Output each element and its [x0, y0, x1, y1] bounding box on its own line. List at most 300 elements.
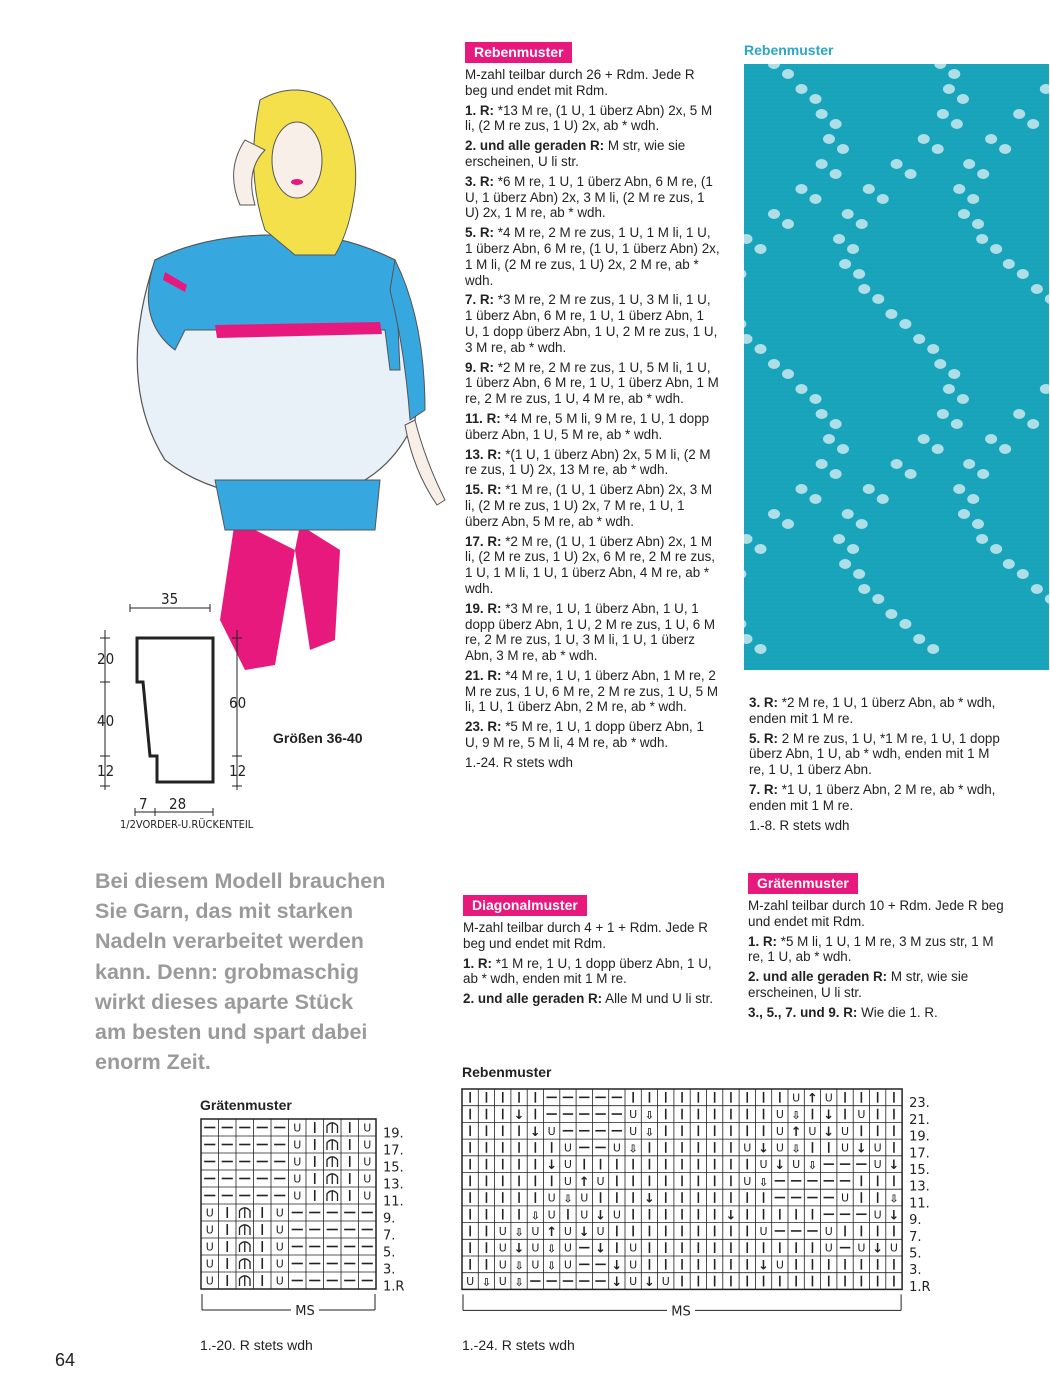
instruction-row: 7. R: *3 M re, 2 M re zus, 1 U, 3 M li, 1 U, 1 überz Abn, 6 M re, 1 U, 1 überz Abn, 1 U, 1 dopp überz Abn, 1 U, 2 M re zus, 1 U, 3 M re, ab * wdh. — [465, 292, 718, 355]
lace-hole — [796, 484, 808, 494]
symbol-yarnover: U — [563, 1141, 572, 1155]
row-number-label: 5. — [909, 1246, 922, 1262]
row-number-label: 13. — [909, 1179, 930, 1195]
symbol-yarnover: U — [629, 1124, 638, 1138]
lace-hole — [972, 519, 984, 529]
lace-hole — [755, 544, 767, 554]
row-number-label: 9. — [383, 1211, 396, 1227]
instruction-row: 23. R: *5 M re, 1 U, 1 dopp überz Abn, 1 U, 9 M re, 5 M li, 4 M re, ab * wdh. — [465, 719, 704, 751]
knit-sample-photo — [744, 64, 1049, 670]
lace-hole — [967, 194, 979, 204]
symbol-yarnover: U — [889, 1241, 898, 1255]
symbol-yarnover: U — [275, 1240, 284, 1254]
row-number-label: 13. — [383, 1177, 404, 1193]
lace-hole — [1031, 284, 1043, 294]
symbol-yarnover: U — [205, 1257, 214, 1271]
symbol-yarnover: U — [563, 1241, 572, 1255]
dim-bottom-a: 7 — [139, 795, 148, 813]
symbol-yarnover: U — [547, 1208, 556, 1222]
lace-hole — [833, 534, 845, 544]
symbol-dec: ↓ — [888, 1208, 900, 1224]
lace-hole — [1027, 119, 1039, 129]
symbol-yarnover: U — [498, 1275, 507, 1289]
lace-hole — [932, 144, 944, 154]
lace-hole — [833, 234, 845, 244]
lace-hole — [927, 344, 939, 354]
symbol-yarnover: U — [743, 1141, 752, 1155]
symbol-yarnover: U — [563, 1258, 572, 1272]
lace-hole — [963, 159, 975, 169]
symbol-yarnover: U — [629, 1258, 638, 1272]
lace-hole — [858, 284, 870, 294]
symbol-yarnover: U — [205, 1274, 214, 1288]
intro-line: am besten und spart dabei — [95, 1020, 368, 1045]
row-number-label: 9. — [909, 1213, 922, 1229]
lace-hole — [913, 634, 925, 644]
symbol-dec-left: ⇩ — [644, 1109, 655, 1123]
lace-hole — [1003, 559, 1015, 569]
chart-right-title: Rebenmuster — [462, 1064, 552, 1080]
lace-hole — [977, 469, 989, 479]
symbol-dec-up: ↑ — [790, 1124, 802, 1140]
symbol-yarnover: U — [629, 1241, 638, 1255]
lace-hole — [957, 394, 969, 404]
symbol-dec: ↓ — [725, 1208, 737, 1224]
instruction-row: 3., 5., 7. und 9. R: Wie die 1. R. — [748, 1004, 938, 1020]
lace-hole — [823, 434, 835, 444]
symbol-yarnover: U — [205, 1240, 214, 1254]
lace-hole — [863, 484, 875, 494]
lace-hole — [885, 309, 897, 319]
lace-hole — [948, 369, 960, 379]
symbol-yarnover: U — [498, 1224, 507, 1238]
symbol-dec: ↓ — [758, 1258, 770, 1274]
symbol-dec-left: ⇩ — [644, 1125, 655, 1139]
lace-hole — [951, 119, 963, 129]
symbol-yarnover: U — [775, 1108, 784, 1122]
chart-right-grid — [461, 1088, 961, 1343]
symbol-dec: ↓ — [595, 1208, 607, 1224]
lace-hole — [913, 334, 925, 344]
symbol-yarnover: U — [498, 1258, 507, 1272]
page-number: 64 — [55, 1350, 76, 1370]
instruction-row: 5. R: *4 M re, 2 M re zus, 1 U, 1 M li, 1 U, 1 überz Abn, 6 M re, (1 U, 1 überz Abn) 2x, 1 M li, (2 M re zus, 1 U) 2x, 2 M re, ab * wdh. — [465, 225, 720, 288]
symbol-yarnover: U — [857, 1241, 866, 1255]
diagonalmuster-instructions — [463, 895, 721, 1011]
symbol-dec: ↓ — [758, 1141, 770, 1157]
symbol-yarnover: U — [857, 1108, 866, 1122]
row-number-label: 11. — [909, 1196, 930, 1212]
lace-hole — [976, 534, 988, 544]
row-number-label: 7. — [909, 1229, 922, 1245]
symbol-yarnover: U — [841, 1141, 850, 1155]
lace-hole — [816, 159, 828, 169]
lace-hole — [853, 269, 865, 279]
lace-hole — [782, 369, 794, 379]
lace-hole — [976, 234, 988, 244]
symbol-yarnover: U — [612, 1208, 621, 1222]
symbol-dec-left: ⇩ — [791, 1142, 801, 1156]
lace-hole — [755, 244, 767, 254]
diagonalmuster-tag: Diagonalmuster — [463, 895, 587, 916]
rebenmuster-instructions — [465, 42, 720, 775]
symbol-yarnover: U — [759, 1224, 768, 1238]
lace-hole — [963, 459, 975, 469]
symbol-yarnover: U — [824, 1091, 833, 1105]
symbol-yarnover: U — [824, 1241, 833, 1255]
symbol-yarnover: U — [293, 1172, 302, 1186]
symbol-dec-left: ⇩ — [547, 1242, 557, 1256]
dim-right-small: 12 — [229, 762, 247, 780]
lace-hole — [1003, 259, 1015, 269]
lace-hole — [1013, 409, 1025, 419]
symbol-dec-left: ⇩ — [791, 1109, 801, 1123]
symbol-yarnover: U — [293, 1155, 302, 1169]
symbol-dec-up: ↑ — [806, 1091, 818, 1107]
lace-hole — [1017, 269, 1029, 279]
instruction-row: 7. R: *1 U, 1 überz Abn, 2 M re, ab * wdh, enden mit 1 M re. — [749, 781, 996, 813]
lace-hole — [810, 494, 822, 504]
lace-hole — [810, 94, 822, 104]
lace-hole — [990, 544, 1002, 554]
symbol-yarnover: U — [563, 1174, 572, 1188]
symbol-dec: ↓ — [643, 1275, 655, 1291]
lace-hole — [999, 144, 1011, 154]
symbol-dec-left: ⇩ — [563, 1192, 573, 1206]
symbol-yarnover: U — [531, 1258, 540, 1272]
instruction-row: 9. R: *2 M re, 2 M re zus, 1 U, 5 M li, 1 U, 1 überz Abn, 6 M re, 1 U, 1 überz Abn, 1 M re, 2 M re zus, 1 U, 4 M re, ab * wdh. — [465, 359, 719, 407]
garment-schematic — [95, 590, 265, 835]
instruction-row: 11. R: *4 M re, 5 M li, 9 M re, 1 U, 1 dopp überz Abn, 1 U, 5 M re, ab * wdh. — [465, 410, 710, 442]
dim-h1: 20 — [97, 650, 115, 668]
symbol-dec: ↓ — [546, 1158, 558, 1174]
lace-hole — [816, 459, 828, 469]
lace-hole — [830, 419, 842, 429]
symbol-yarnover: U — [547, 1191, 556, 1205]
lace-hole — [856, 219, 868, 229]
lace-hole — [899, 619, 911, 629]
symbol-yarnover: U — [841, 1124, 850, 1138]
symbol-yarnover: U — [205, 1206, 214, 1220]
lace-hole — [967, 494, 979, 504]
lace-hole — [937, 109, 949, 119]
lace-hole — [830, 119, 842, 129]
lace-hole — [985, 134, 997, 144]
instruction-row: 15. R: *1 M re, (1 U, 1 überz Abn) 2x, 3 M li, (2 M re zus, 1 U) 2x, 7 M re, 1 U, 1 überz Abn, 5 M re, ab * wdh. — [465, 482, 713, 529]
instruction-row: 17. R: *2 M re, (1 U, 1 überz Abn) 2x, 1 M li, (2 M re zus, 1 U) 2x, 6 M re, 2 M re zus, 1 U, 1 M li, 1 U, 1 überz Abn, 4 M re, ab * wdh. — [465, 533, 716, 596]
intro-line: Sie Garn, das mit starken — [95, 899, 354, 924]
symbol-yarnover: U — [775, 1141, 784, 1155]
sizes-label: Größen 36-40 — [273, 730, 363, 746]
symbol-yarnover: U — [563, 1158, 572, 1172]
ms-label: MS — [671, 1304, 691, 1320]
dim-h3: 12 — [97, 762, 115, 780]
lace-hole — [768, 209, 780, 219]
symbol-dec: ↓ — [513, 1108, 525, 1124]
lace-hole — [977, 169, 989, 179]
rebenmuster-footer: 1.-24. R stets wdh — [465, 754, 573, 770]
row-number-label: 7. — [383, 1228, 396, 1244]
lace-hole — [891, 459, 903, 469]
row-number-label: 15. — [383, 1160, 404, 1176]
symbol-yarnover: U — [275, 1223, 284, 1237]
lace-hole — [768, 359, 780, 369]
row-number-label: 1.R — [383, 1279, 405, 1295]
lace-hole — [872, 294, 884, 304]
lace-hole — [872, 594, 884, 604]
symbol-yarnover: U — [363, 1138, 372, 1152]
intro-text — [95, 866, 435, 1077]
lace-hole — [839, 259, 851, 269]
row-number-label: 19. — [383, 1126, 404, 1142]
symbol-dec-left: ⇩ — [530, 1209, 540, 1223]
instruction-row: 5. R: 2 M re zus, 1 U, *1 M re, 1 U, 1 dopp überz Abn, 1 U, ab * wdh, enden mit 1 M re, 1 U, 1 überz Abn. — [749, 730, 1000, 778]
symbol-yarnover: U — [775, 1258, 784, 1272]
symbol-yarnover: U — [612, 1141, 621, 1155]
symbol-dec-left: ⇩ — [514, 1276, 524, 1290]
instruction-row: 1. R: *1 M re, 1 U, 1 dopp überz Abn, 1 U, ab * wdh, enden mit 1 M re. — [463, 955, 712, 987]
lace-hole — [1013, 109, 1025, 119]
symbol-dec-left: ⇩ — [514, 1225, 524, 1239]
graetenmuster-instructions — [748, 873, 1008, 1025]
lace-hole — [816, 109, 828, 119]
lace-hole — [796, 384, 808, 394]
symbol-yarnover: U — [808, 1124, 817, 1138]
symbol-dec-left: ⇩ — [758, 1175, 769, 1189]
lace-hole — [951, 419, 963, 429]
symbol-yarnover: U — [629, 1108, 638, 1122]
symbol-yarnover: U — [363, 1121, 372, 1135]
lace-hole — [755, 344, 767, 354]
lace-hole — [744, 569, 746, 579]
lace-hole — [823, 134, 835, 144]
lace-hole — [744, 269, 746, 279]
lace-hole — [842, 209, 854, 219]
lace-hole — [768, 509, 780, 519]
symbol-dec-left: ⇩ — [889, 1192, 899, 1206]
row-number-label: 23. — [909, 1096, 930, 1112]
intro-line: Nadeln verarbeitet werden — [95, 929, 364, 954]
lace-hole — [810, 194, 822, 204]
lace-hole — [948, 69, 960, 79]
instruction-row: 2. und alle geraden R: Alle M und U li str. — [463, 991, 714, 1007]
symbol-yarnover: U — [363, 1155, 372, 1169]
lace-hole — [782, 69, 794, 79]
symbol-yarnover: U — [775, 1124, 784, 1138]
symbol-yarnover: U — [293, 1121, 302, 1135]
symbol-yarnover: U — [531, 1241, 540, 1255]
lace-hole — [856, 519, 868, 529]
diagonalmuster-intro: M-zahl teilbar durch 4 + 1 + Rdm. Jede R beg und endet mit Rdm. — [463, 920, 708, 951]
row-number-label: 5. — [383, 1245, 396, 1261]
symbol-yarnover: U — [792, 1091, 801, 1105]
dim-total: 60 — [229, 694, 247, 712]
lace-hole — [830, 469, 842, 479]
symbol-dec: ↓ — [643, 1191, 655, 1207]
schematic-caption: 1/2VORDER-U.RÜCKENTEIL — [120, 818, 254, 831]
symbol-yarnover: U — [275, 1274, 284, 1288]
diag-cont-footer: 1.-8. R stets wdh — [749, 817, 850, 833]
lace-hole — [958, 209, 970, 219]
symbol-dec-left: ⇩ — [628, 1142, 638, 1156]
symbol-yarnover: U — [363, 1189, 372, 1203]
lace-hole — [957, 94, 969, 104]
row-number-label: 15. — [909, 1162, 930, 1178]
lace-hole — [863, 184, 875, 194]
symbol-dec: ↓ — [872, 1241, 884, 1257]
instruction-row: 3. R: *2 M re, 1 U, 1 überz Abn, ab * wdh, enden mit 1 M re. — [749, 695, 996, 726]
lace-hole — [853, 569, 865, 579]
lace-hole — [972, 219, 984, 229]
row-number-label: 17. — [383, 1143, 404, 1159]
symbol-dec: ↓ — [578, 1224, 590, 1240]
lace-hole — [918, 134, 930, 144]
symbol-yarnover: U — [293, 1138, 302, 1152]
photo-label: Rebenmuster — [744, 42, 834, 58]
symbol-yarnover: U — [275, 1257, 284, 1271]
dim-bottom-b: 28 — [169, 795, 187, 813]
symbol-yarnover: U — [563, 1224, 572, 1238]
lace-hole — [990, 244, 1002, 254]
lace-hole — [885, 609, 897, 619]
diagonalmuster-continued — [749, 695, 1007, 837]
symbol-yarnover: U — [547, 1124, 556, 1138]
lace-hole — [782, 219, 794, 229]
intro-line: enorm Zeit. — [95, 1050, 211, 1075]
symbol-yarnover: U — [580, 1208, 589, 1222]
symbol-yarnover: U — [629, 1275, 638, 1289]
lace-hole — [830, 169, 842, 179]
lace-hole — [943, 384, 955, 394]
symbol-dec: ↓ — [888, 1158, 900, 1174]
rebenmuster-intro: M-zahl teilbar durch 26 + Rdm. Jede R beg und endet mit Rdm. — [465, 67, 695, 98]
instruction-row: 1. R: *5 M li, 1 U, 1 M re, 3 M zus str, 1 M re, 1 U, ab * wdh. — [748, 933, 994, 965]
lace-hole — [858, 584, 870, 594]
lace-hole — [905, 469, 917, 479]
symbol-yarnover: U — [824, 1224, 833, 1238]
lace-hole — [877, 494, 889, 504]
instruction-row: 19. R: *3 M re, 1 U, 1 überz Abn, 1 U, 1 dopp überz Abn, 1 U, 2 M re zus, 1 U, 6 M re, 2 M re zus, 1 U, 3 M li, 1 U, 1 überz Abn, 3 M re, ab * wdh. — [465, 600, 716, 664]
chart-right-footer: 1.-24. R stets wdh — [462, 1337, 575, 1353]
instruction-row: 13. R: *(1 U, 1 überz Abn) 2x, 5 M li, (2 M re zus, 1 U) 2x, 13 M re, ab * wdh. — [465, 446, 711, 478]
symbol-dec: ↓ — [611, 1258, 623, 1274]
symbol-dec: ↓ — [823, 1124, 835, 1140]
lace-hole — [810, 394, 822, 404]
lace-hole — [847, 544, 859, 554]
symbol-yarnover: U — [661, 1275, 670, 1289]
instruction-row: 21. R: *4 M re, 1 U, 1 überz Abn, 1 M re, 2 M re zus, 1 U, 6 M re, 2 M re zus, 1 U, 5 M li, 1 U, 1 überz Abn, 2 M re, ab * wdh. — [465, 667, 718, 715]
lace-hole — [1027, 419, 1039, 429]
lace-hole — [899, 319, 911, 329]
lace-hole — [839, 559, 851, 569]
row-number-label: 1.R — [909, 1279, 931, 1295]
chart-left-grid — [200, 1118, 430, 1343]
instruction-row: 1. R: *13 M re, (1 U, 1 überz Abn) 2x, 5 M li, (2 M re zus, 1 U) 2x, ab * wdh. — [465, 102, 713, 134]
row-number-label: 11. — [383, 1194, 404, 1210]
symbol-yarnover: U — [498, 1241, 507, 1255]
lace-hole — [847, 244, 859, 254]
instruction-row: 3. R: *6 M re, 1 U, 1 überz Abn, 6 M re, (1 U, 1 überz Abn) 2x, 3 M li, (2 M re zus, 1 U) 2x, 1 M re, ab * wdh. — [465, 173, 713, 221]
symbol-yarnover: U — [873, 1208, 882, 1222]
symbol-yarnover: U — [759, 1158, 768, 1172]
dim-h2: 40 — [97, 712, 115, 730]
symbol-dec: ↓ — [513, 1241, 525, 1257]
instruction-row: 2. und alle geraden R: M str, wie sie erscheinen, U li str. — [748, 969, 969, 1000]
lace-hole — [755, 644, 767, 654]
symbol-yarnover: U — [466, 1275, 475, 1289]
symbol-dec-left: ⇩ — [514, 1259, 524, 1273]
row-number-label: 21. — [909, 1112, 930, 1128]
intro-line: wirkt dieses aparte Stück — [95, 989, 354, 1014]
symbol-dec-up: ↑ — [578, 1174, 590, 1190]
symbol-yarnover: U — [363, 1172, 372, 1186]
symbol-dec: ↓ — [855, 1141, 867, 1157]
lace-hole — [837, 144, 849, 154]
symbol-yarnover: U — [596, 1174, 605, 1188]
symbol-yarnover: U — [841, 1191, 850, 1205]
symbol-yarnover: U — [275, 1206, 284, 1220]
lace-hole — [891, 159, 903, 169]
lace-hole — [796, 184, 808, 194]
graetenmuster-tag: Grätenmuster — [748, 873, 858, 894]
lace-hole — [999, 444, 1011, 454]
chart-left-title: Grätenmuster — [200, 1097, 292, 1113]
symbol-dec: ↓ — [774, 1158, 786, 1174]
symbol-dec-up: ↑ — [546, 1224, 558, 1240]
lace-hole — [1017, 569, 1029, 579]
dim-width: 35 — [161, 590, 179, 608]
symbol-yarnover: U — [531, 1224, 540, 1238]
symbol-yarnover: U — [596, 1224, 605, 1238]
lace-hole — [932, 444, 944, 454]
instruction-row: 2. und alle geraden R: M str, wie sie erscheinen, U li str. — [465, 138, 686, 169]
row-number-label: 3. — [909, 1263, 922, 1279]
symbol-dec: ↓ — [595, 1241, 607, 1257]
lace-hole — [842, 509, 854, 519]
intro-line: Bei diesem Modell brauchen — [95, 869, 386, 893]
symbol-yarnover: U — [743, 1174, 752, 1188]
intro-line: kann. Denn: grobmaschig — [95, 959, 360, 984]
symbol-yarnover: U — [873, 1141, 882, 1155]
lace-hole — [782, 519, 794, 529]
lace-hole — [927, 644, 939, 654]
lace-hole — [905, 169, 917, 179]
symbol-yarnover: U — [580, 1191, 589, 1205]
symbol-dec-left: ⇩ — [547, 1259, 557, 1273]
symbol-yarnover: U — [873, 1158, 882, 1172]
ms-label: MS — [295, 1304, 315, 1319]
lace-hole — [837, 444, 849, 454]
chart-left-footer: 1.-20. R stets wdh — [200, 1337, 313, 1353]
symbol-dec-left: ⇩ — [807, 1159, 818, 1173]
symbol-dec: ↓ — [823, 1108, 835, 1124]
row-number-label: 3. — [383, 1262, 396, 1278]
rebenmuster-tag: Rebenmuster — [465, 42, 572, 63]
lace-hole — [985, 434, 997, 444]
lace-hole — [1031, 584, 1043, 594]
symbol-yarnover: U — [205, 1223, 214, 1237]
lace-hole — [816, 409, 828, 419]
symbol-yarnover: U — [293, 1189, 302, 1203]
lace-hole — [958, 509, 970, 519]
lace-hole — [796, 84, 808, 94]
symbol-yarnover: U — [792, 1158, 801, 1172]
row-number-label: 17. — [909, 1146, 930, 1162]
symbol-dec: ↓ — [611, 1275, 623, 1291]
lace-hole — [934, 359, 946, 369]
symbol-dec-left: ⇩ — [481, 1276, 492, 1290]
row-number-label: 19. — [909, 1129, 930, 1145]
